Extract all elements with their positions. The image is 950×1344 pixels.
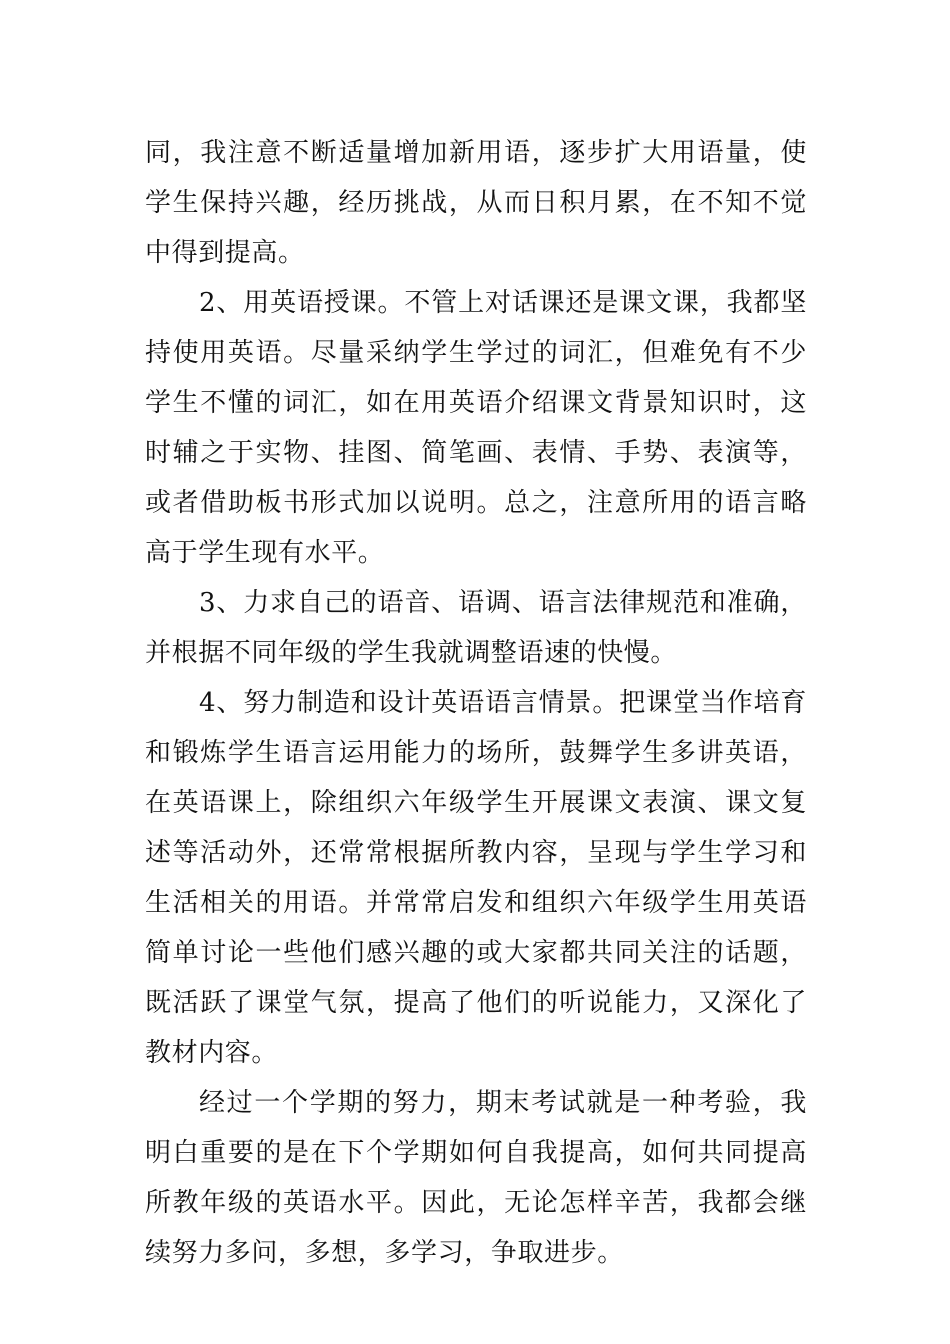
paragraph-conclusion: 经过一个学期的努力，期末考试就是一种考验，我明白重要的是在下个学期如何自我提高，如何共同提高所教年级的英语水平。因此，无论怎样辛苦，我都会继续努力多问，多想，多学习，争取进步。 bbox=[145, 1088, 807, 1268]
document-body bbox=[145, 128, 807, 1278]
paragraph-item-2: 2、用英语授课。不管上对话课还是课文课，我都坚持使用英语。尽量采纳学生学过的词汇，但难免有不少学生不懂的词汇，如在用英语介绍课文背景知识时，这时辅之于实物、挂图、简笔画、表情、手势、表演等，或者借助板书形式加以说明。总之，注意所用的语言略高于学生现有水平。 bbox=[145, 288, 807, 568]
paragraph-item-3: 3、力求自己的语音、语调、语言法律规范和准确，并根据不同年级的学生我就调整语速的快慢。 bbox=[145, 588, 807, 668]
paragraph-continuation: 同，我注意不断适量增加新用语，逐步扩大用语量，使学生保持兴趣，经历挑战，从而日积月累，在不知不觉中得到提高。 bbox=[145, 138, 807, 268]
paragraph-item-4: 4、努力制造和设计英语语言情景。把课堂当作培育和锻炼学生语言运用能力的场所，鼓舞学生多讲英语，在英语课上，除组织六年级学生开展课文表演、课文复述等活动外，还常常根据所教内容，呈现与学生学习和生活相关的用语。并常常启发和组织六年级学生用英语简单讨论一些他们感兴趣的或大家都共同关注的话题，既活跃了课堂气氛，提高了他们的听说能力，又深化了教材内容。 bbox=[145, 688, 807, 1068]
